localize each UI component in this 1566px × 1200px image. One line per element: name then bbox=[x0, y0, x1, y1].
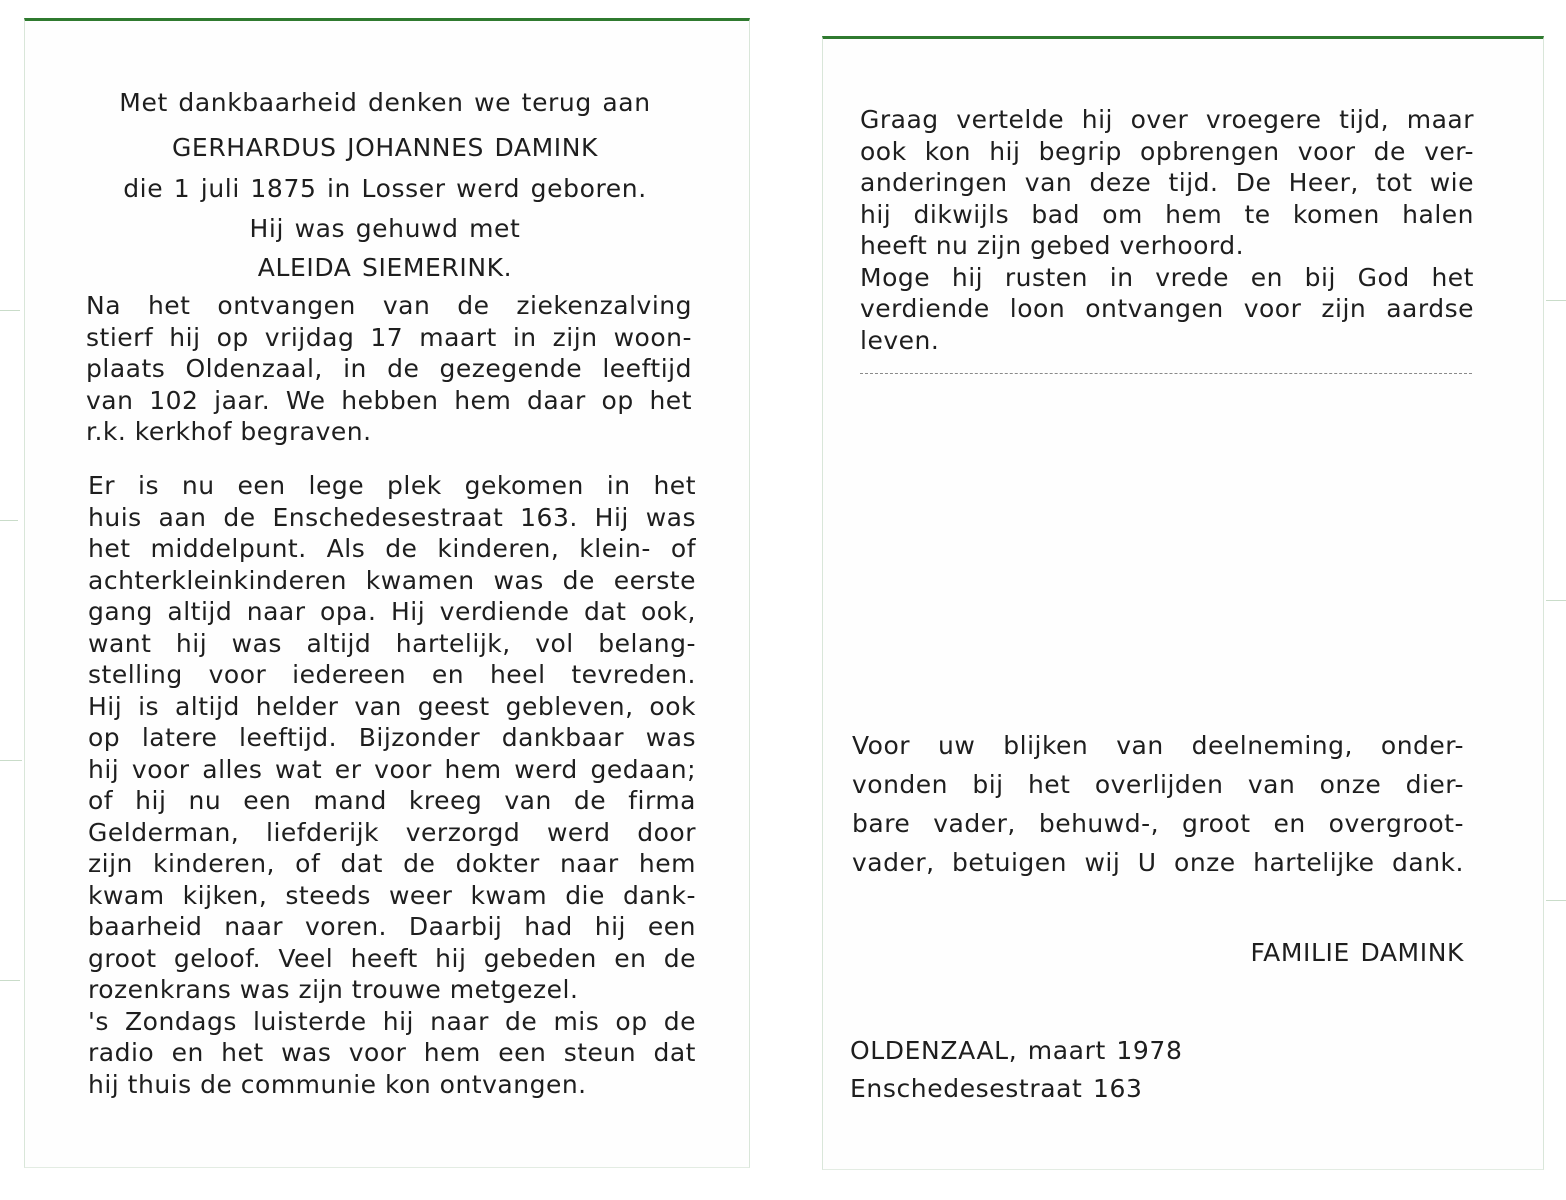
text-line: huis aan de Enschedesestraat 163. Hij was bbox=[88, 502, 696, 532]
text-line: Moge hij rusten in vrede en bij God het bbox=[860, 262, 1474, 292]
text-line: hij dikwijls bad om hem te komen halen bbox=[860, 199, 1474, 229]
text-line: anderingen van deze tijd. De Heer, tot wie bbox=[860, 168, 1474, 197]
death-paragraph bbox=[86, 290, 692, 448]
scan-mark bbox=[1546, 600, 1566, 601]
scan-mark bbox=[1546, 300, 1566, 301]
scan-mark bbox=[0, 310, 20, 311]
text-line: want hij was altijd hartelijk, vol belang- bbox=[88, 628, 696, 658]
text-line: Na het ontvangen van de ziekenzalving bbox=[86, 291, 692, 320]
text-line: Er is nu een lege plek gekomen in het bbox=[88, 471, 696, 500]
intro-line: Met dankbaarheid denken we terug aan bbox=[119, 88, 651, 117]
divider-line bbox=[860, 373, 1472, 374]
text-line: achterkleinkinderen kwamen was de eerste bbox=[88, 565, 696, 595]
scan-mark bbox=[0, 980, 20, 981]
text-line: heeft nu zijn gebed verhoord. bbox=[860, 231, 1245, 260]
birth-line: die 1 juli 1875 in Losser werd geboren. bbox=[123, 174, 647, 203]
text-line: Voor uw blijken van deelneming, onder- bbox=[852, 731, 1464, 760]
deceased-name: GERHARDUS JOHANNES DAMINK bbox=[171, 133, 599, 162]
remembrance-paragraph bbox=[860, 104, 1474, 356]
address-line: Enschedesestraat 163 bbox=[850, 1074, 1143, 1103]
text-line: vonden bij het overlijden van onze dier- bbox=[852, 770, 1464, 799]
text-line: kwam kijken, steeds weer kwam die dank- bbox=[88, 880, 696, 910]
text-line: vader, betuigen wij U onze hartelijke dank. bbox=[852, 848, 1464, 877]
text-line: plaats Oldenzaal, in de gezegende leeftijd bbox=[86, 354, 692, 383]
spouse-name: ALEIDA SIEMERINK. bbox=[257, 253, 513, 282]
text-line: Hij is altijd helder van geest gebleven, ook bbox=[88, 691, 696, 721]
text-line: baarheid naar voren. Daarbij had hij een bbox=[88, 912, 696, 941]
scan-mark bbox=[0, 520, 18, 521]
text-line: 's Zondags luisterde hij naar de mis op de bbox=[88, 1006, 696, 1036]
text-line: stelling voor iedereen en heel tevreden. bbox=[88, 660, 696, 689]
scan-mark bbox=[1546, 900, 1566, 901]
text-line: radio en het was voor hem een steun dat bbox=[88, 1038, 696, 1067]
married-line: Hij was gehuwd met bbox=[249, 214, 521, 243]
thanks-paragraph bbox=[852, 726, 1464, 882]
text-line: Gelderman, liefderijk verzorgd werd door bbox=[88, 817, 696, 847]
text-line: ook kon hij begrip opbrengen voor de ver- bbox=[860, 136, 1474, 166]
place-date: OLDENZAAL, maart 1978 bbox=[850, 1036, 1183, 1065]
text-line: groot geloof. Veel heeft hij gebeden en de bbox=[88, 943, 696, 973]
text-line: Graag vertelde hij over vroegere tijd, maar bbox=[860, 105, 1474, 134]
text-line: van 102 jaar. We hebben hem daar op het bbox=[86, 385, 692, 415]
text-line: bare vader, behuwd-, groot en overgroot- bbox=[852, 809, 1464, 838]
text-line: rozenkrans was zijn trouwe metgezel. bbox=[88, 975, 579, 1004]
scan-mark bbox=[0, 760, 22, 761]
text-line: het middelpunt. Als de kinderen, klein- of bbox=[88, 534, 696, 563]
text-line: op latere leeftijd. Bijzonder dankbaar was bbox=[88, 723, 696, 752]
text-line: zijn kinderen, of dat de dokter naar hem bbox=[88, 849, 696, 878]
text-line: stierf hij op vrijdag 17 maart in zijn woon- bbox=[86, 322, 692, 352]
text-line: of hij nu een mand kreeg van de firma bbox=[88, 786, 696, 815]
text-line: hij voor alles wat er voor hem werd gedaan; bbox=[88, 754, 696, 784]
text-line: hij thuis de communie kon ontvangen. bbox=[88, 1069, 587, 1099]
text-line: r.k. kerkhof begraven. bbox=[86, 417, 372, 446]
family-signature: FAMILIE DAMINK bbox=[1250, 938, 1464, 967]
text-line: leven. bbox=[860, 325, 940, 355]
text-line: verdiende loon ontvangen voor zijn aardse bbox=[860, 294, 1474, 323]
text-line: gang altijd naar opa. Hij verdiende dat ook, bbox=[88, 597, 696, 626]
life-paragraph bbox=[88, 470, 696, 1100]
